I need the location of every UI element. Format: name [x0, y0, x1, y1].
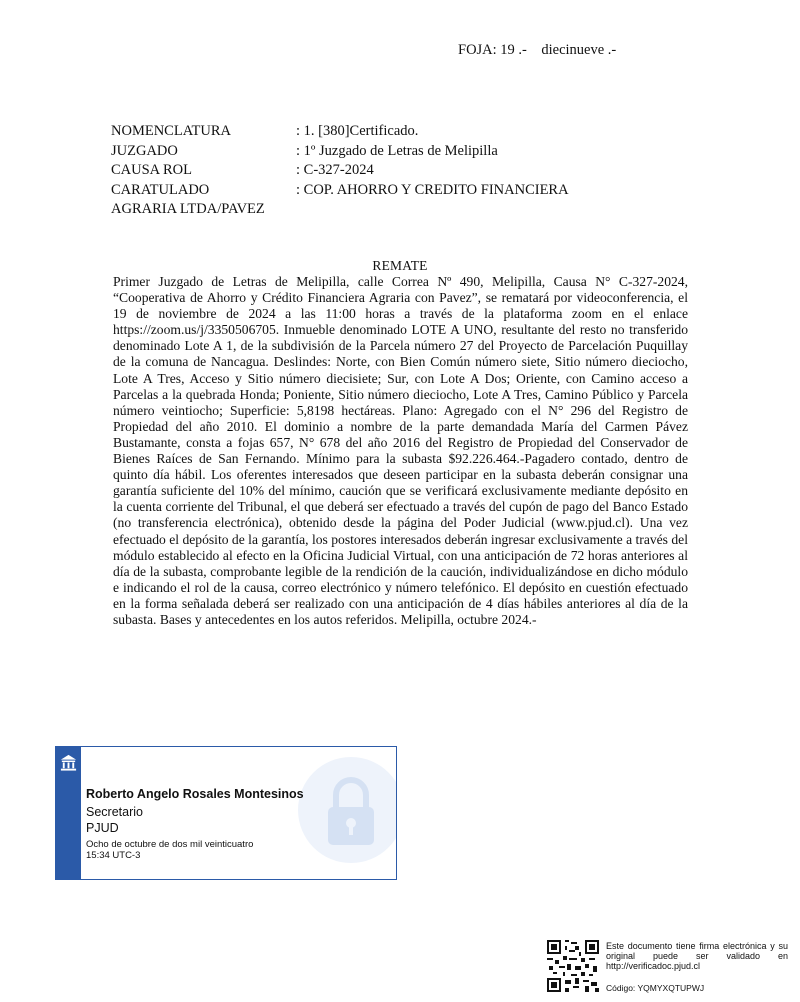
signer-name: Roberto Angelo Rosales Montesinos	[86, 787, 304, 801]
juzgado-value: : 1º Juzgado de Letras de Melipilla	[296, 142, 498, 159]
signer-role: Secretario	[86, 805, 143, 819]
document-body: Primer Juzgado de Letras de Melipilla, calle Correa Nº 490, Melipilla, Causa N° C-327-2024, “Cooperativa de Ahorro y Crédito Financiera Agraria con Pavez”, se rematará por videoconferencia, el 19 de noviembre de 2024 a las 11:00 horas a través de la plataforma zoom en el enlace https://zoom.us/j/3350506705. Inmueble denominado LOTE A UNO, resultante del resto no transferido denominado Lote A 1, de la subdivisión de la Parcela número 27 del Proyecto de Parcelación Puquillay de la comuna de Nancagua. Deslindes: Norte, con Bien Común número siete, Sitio número dieciocho, Lote A Tres, Acceso y Sitio número diecisiete; Sur, con Lote A Dos; Oriente, con Camino acceso a Parcelas a la quebrada Honda; Poniente, Sitio número dieciocho, Lote A Tres, Camino Público y Parcela número veintiocho; Superficie: 5,8198 hectáreas. Plano: Agregado con el N° 296 del Registro de Propiedad del año 2010. El dominio a nombre de la parte demandada María del Carmen Pávez Bustamante, consta a fojas 657, N° 678 del año 2016 del Registro de Propiedad del Conservador de Bienes Raíces de San Fernando. Mínimo para la subasta $92.226.464.-Pagadero contado, dentro de quinto día hábil. Los oferentes interesados que deseen participar en la subasta deberán consignar una garantía suficiente del 10% del mínimo, caución que se verificará exclusivamente mediante depósito en la cuenta corriente del Tribunal, el que deberá ser efectuado a través del cupón de pago del Banco Estado (no transferencia electrónica), obtenido desde la página del Poder Judicial (www.pjud.cl). Una vez efectuado el depósito de la garantía, los postores interesados deberán ingresar exclusivamente a través del módulo establecido al efecto en la Oficina Judicial Virtual, con una anticipación de 72 horas anteriores al día de la subasta, comprobante legible de la rendición de la caución, individualizándose en dicho módulo e indicando el rol de la causa, correo electrónico y número telefónico. El depósito en cuestión efectuado en la forma señalada deberá ser realizado con una anticipación de 4 días hábiles anteriores al día de la subasta. Bases y antecedentes en los autos referidos. Melipilla, octubre 2024.-	[113, 274, 688, 627]
causa-rol-value: : C-327-2024	[296, 162, 374, 178]
verification-notice: Este documento tiene firma electrónica y su original puede ser validado en http://verificadoc.pjud.cl	[606, 941, 788, 971]
verification-code: Código: YQMYXQTUPWJ	[606, 983, 705, 993]
signature-time: 15:34 UTC-3	[86, 850, 141, 861]
juzgado-label: JUZGADO	[111, 142, 178, 159]
caratulado-value: : COP. AHORRO Y CREDITO FINANCIERA	[296, 181, 569, 198]
signature-details	[86, 787, 304, 861]
signature-date: Ocho de octubre de dos mil veinticuatro	[86, 839, 254, 850]
caratulado-continuation: AGRARIA LTDA/PAVEZ	[111, 201, 265, 217]
causa-rol-label: CAUSA ROL	[111, 162, 192, 178]
verification-qr-code	[547, 940, 599, 992]
signer-org: PJUD	[86, 821, 119, 835]
court-building-icon	[59, 753, 78, 772]
nomenclatura-label: NOMENCLATURA	[111, 123, 232, 139]
nomenclatura-value: : 1. [380]Certificado.	[296, 123, 419, 139]
case-metadata	[111, 122, 711, 220]
lock-watermark-icon	[296, 755, 397, 865]
caratulado-label: CARATULADO	[111, 181, 210, 198]
foja-number: FOJA: 19 .- diecinueve .-	[458, 42, 617, 58]
document-title: REMATE	[372, 258, 428, 273]
electronic-signature-box	[55, 746, 397, 880]
